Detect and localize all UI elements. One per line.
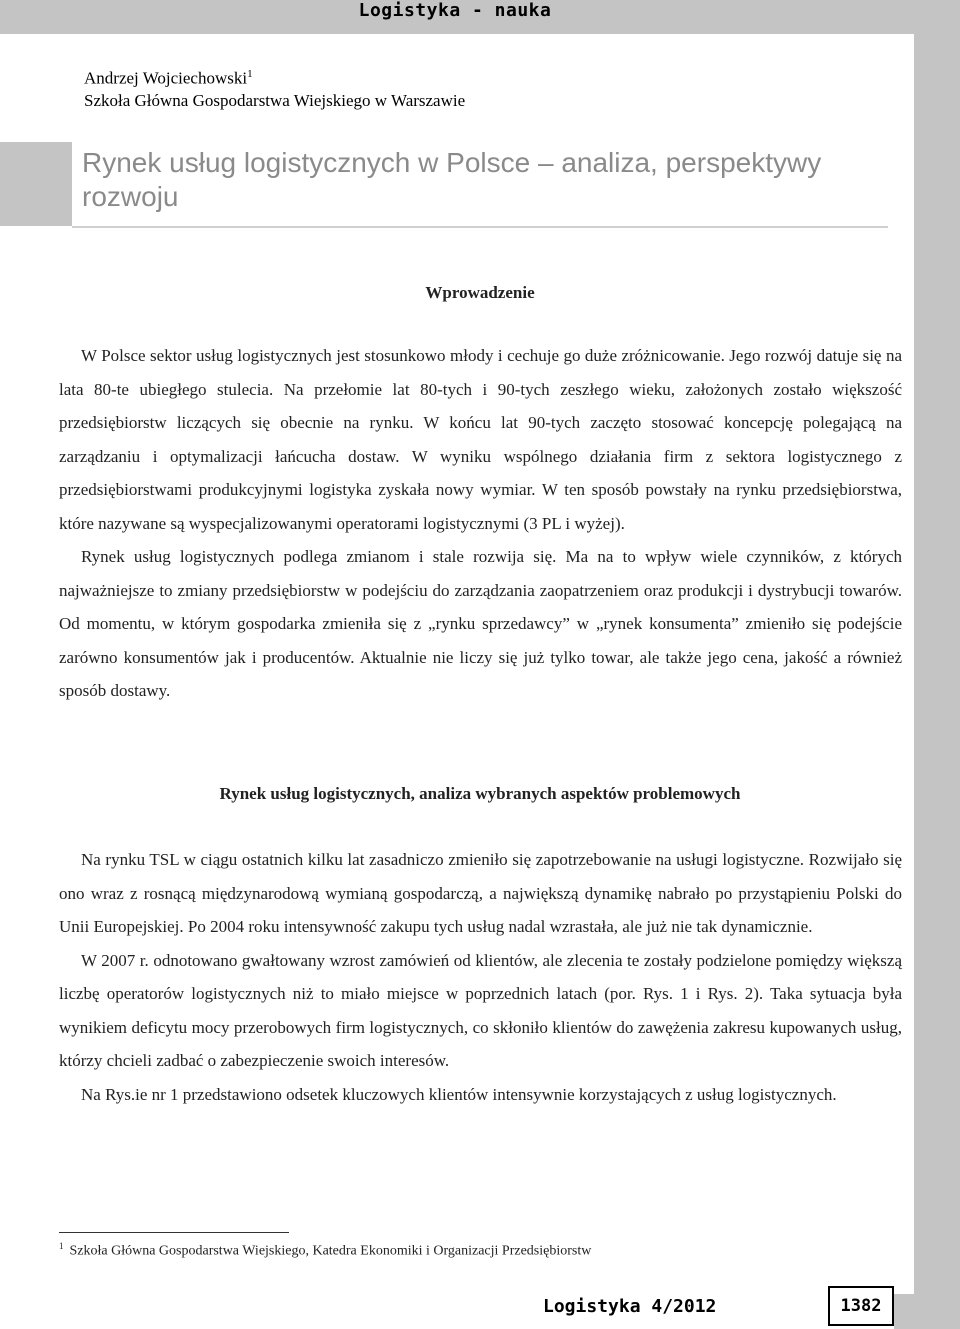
footnote-text: Szkoła Główna Gospodarstwa Wiejskiego, Katedra Ekonomiki i Organizacji Przedsiębiorstw bbox=[69, 1243, 592, 1259]
paragraph: W 2007 r. odnotowano gwałtowany wzrost zamówień od klientów, ale zlecenia te zostały podzielone pomiędzy większą liczbę operatorów logistycznych niż to miało miejsce w poprzednich latach (por. Rys. 1 i Rys. 2). Taka sytuacja była wynikiem deficytu mocy przerobowych firm logistycznych, co skłoniło klientów do zawężenia zakresu kupowanych usług, którzy chcieli zadbać o zabezpieczenie swoich interesów. bbox=[59, 950, 902, 1070]
journal-header: Logistyka - nauka bbox=[358, 0, 552, 21]
section-intro-body bbox=[59, 339, 902, 708]
right-margin-bar bbox=[914, 34, 960, 1294]
author-name: Andrzej Wojciechowski$^1$ bbox=[84, 68, 253, 88]
page-number: 1382 bbox=[828, 1286, 894, 1326]
title-side-block bbox=[0, 142, 72, 226]
paper-title: Rynek usług logistycznych w Polsce – analiza, perspektywy rozwoju bbox=[82, 147, 822, 212]
paragraph: Na rynku TSL w ciągu ostatnich kilku lat zasadniczo zmieniło się zapotrzebowanie na usługi logistyczne. Rozwijało się ono wraz z rosnącą międzynarodową wymianą gospodarczą, a największą dynamikę nabrało po przystąpieniu Polski do Unii Europejskiej. Po 2004 roku intensywność zakupu tych usług nadal wzrastała, ale już nie tak dynamicznie. bbox=[59, 850, 902, 936]
journal-footer: Logistyka 4/2012 bbox=[543, 1296, 717, 1317]
paragraph: Na Rys.ie nr 1 przedstawiono odsetek kluczowych klientów intensywnie korzystających z usług logistycznych. bbox=[81, 1084, 837, 1104]
section-analysis-body bbox=[59, 843, 902, 1111]
footnote-divider bbox=[59, 1232, 289, 1233]
author-footnote-mark: 1 bbox=[247, 68, 253, 80]
footnote-mark: 1 bbox=[59, 1241, 64, 1251]
paragraph: W Polsce sektor usług logistycznych jest stosunkowo młody i cechuje go duże zróżnicowanie. Jego rozwój datuje się na lata 80-te ubiegłego stulecia. Na przełomie lat 80-tych i 90-tych zeszłego wieku, założonych zostało większość przedsiębiorstw liczących się obecnie na rynku. W końcu lat 90-tych zaczęto stosować koncepcję polegającą na zarządzaniu i optymalizacji łańcucha dostaw. W wyniku wspólnego działania firm z sektora logistycznego z przedsiębiorstwami produkcyjnymi logistyka zyskała nowy wymiar. W ten sposób powstały na rynku przedsiębiorstwa, które nazywane są wyspecjalizowanymi operatorami logistycznymi (3 PL i wyżej). bbox=[59, 346, 902, 533]
footer-bar bbox=[894, 1294, 960, 1329]
section-heading-intro: Wprowadzenie bbox=[425, 283, 535, 302]
title-divider bbox=[72, 226, 888, 228]
paragraph: Rynek usług logistycznych podlega zmianom i stale rozwija się. Ma na to wpływ wiele czynników, z których najważniejsze to zmiany przedsiębiorstw w podejściu do zarządzania zaopatrzeniem oraz produkcji i dystrybucji towarów. Od momentu, w którym gospodarka zmieniła się z „rynku sprzedawcy” w „rynek konsumenta” zmieniło się podejście zarówno konsumentów jak i producentów. Aktualnie nie liczy się już tylko towar, ale także jego cena, jakość a również sposób dostawy. bbox=[59, 547, 902, 700]
author-affiliation: Szkoła Główna Gospodarstwa Wiejskiego w Warszawie bbox=[84, 91, 466, 110]
section-heading-analysis: Rynek usług logistycznych, analiza wybranych aspektów problemowych bbox=[219, 784, 741, 803]
footnote bbox=[59, 1241, 591, 1260]
